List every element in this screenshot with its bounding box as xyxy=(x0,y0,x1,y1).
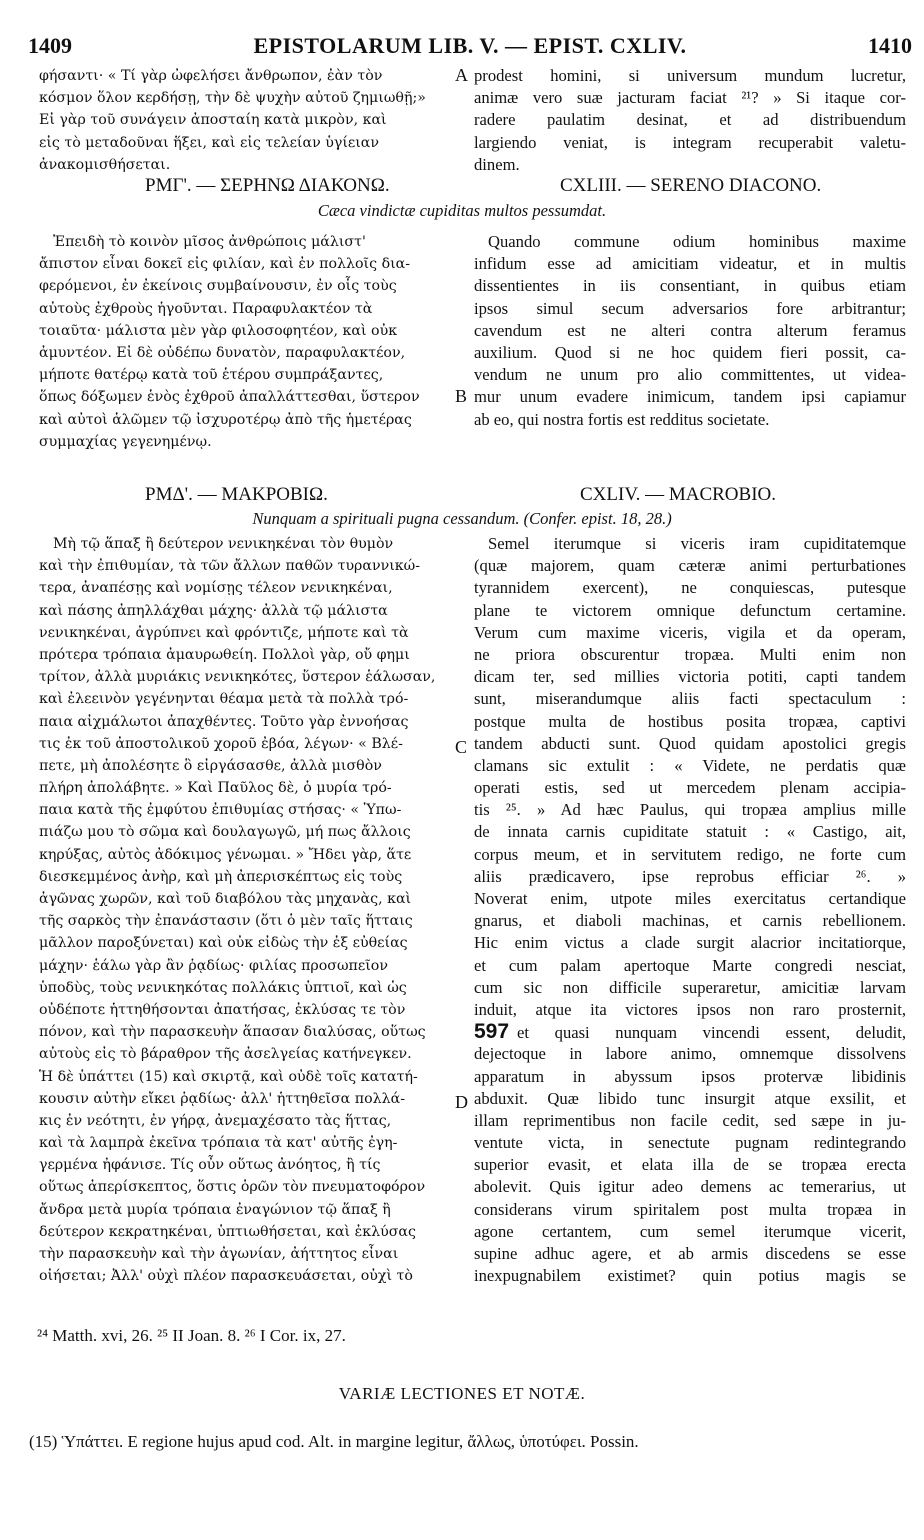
right-page-number: 1410 xyxy=(868,33,912,58)
latin-line: Verum cum maxime viceris, vigila et da operam, xyxy=(474,622,906,642)
greek-line: φήσαντι· « Τί γὰρ ὠφελήσει ἄνθρωπον, ἐὰν τὸν xyxy=(39,68,383,84)
latin-line: corpus meum, et in servitutem redigo, ne forte cum xyxy=(474,844,906,864)
margin-letter-a: A xyxy=(455,65,468,85)
latin-line: abolevit. Quis igitur adeo demens ac temerarius, ut xyxy=(474,1177,906,1197)
s3-latin-column xyxy=(474,533,906,1287)
section-subtitle-143: Cæca vindictæ cupiditas multos pessumdat. xyxy=(317,201,607,220)
notes-heading: VARIÆ LECTIONES ET NOTÆ. xyxy=(338,1384,586,1403)
latin-line: de innata carnis cupiditate statuit : « Castigo, ait, xyxy=(474,822,906,842)
margin-letter-d: D xyxy=(455,1092,468,1112)
greek-line: ἄπιστον εἶναι δοκεῖ εἰς φιλίαν, καὶ ἐν πολλοῖς δια- xyxy=(39,256,411,273)
greek-line: συμμαχίας γεγενημένῳ. xyxy=(39,433,212,450)
latin-line: mur unum evadere inimicum, tandem ipsi capiamur xyxy=(474,387,906,407)
greek-section-heading-144: ΡΜΔ'. — ΜΑΚΡΟΒΙΩ. xyxy=(145,484,328,505)
greek-line: νενικηκέναι, ἀγρύπνει καὶ φρόντιζε, μήποτε καὶ τὰ xyxy=(39,624,409,641)
greek-line: πόνον, καὶ τὴν παρασκευὴν ἅπασαν διαλύσας, οὕτως xyxy=(39,1024,426,1041)
latin-line: dissentientes in iis consentiant, in quibus etiam xyxy=(474,276,906,296)
scripture-footnotes: ²⁴ Matth. xvi, 26. ²⁵ II Joan. 8. ²⁶ I Cor. ix, 27. xyxy=(37,1326,346,1345)
s2-greek-column xyxy=(39,231,459,453)
latin-line: gnarus, et diaboli machinas, et carnis rebellionem. xyxy=(474,911,906,931)
greek-line: μάχην· ἑάλω γὰρ ἂν ῥᾳδίως· φιλίας προσωπεῖον xyxy=(39,957,388,974)
greek-line: ἀγῶνας χωρῶν, καὶ τοῦ διαβόλου τὰς μηχανὰς, καὶ xyxy=(39,891,412,907)
greek-line: αὐτοὺς εἰς τὸ βάραθρον τῆς ἀσελγείας κατήνεγκεν. xyxy=(39,1046,412,1063)
greek-line: οὕτως ἀπερίσκεπτος, ὅστις ὁρῶν τὸν πνευματοφόρον xyxy=(39,1179,426,1196)
greek-line: καὶ αὐτοὶ ἁλῶμεν τῷ ἰσχυροτέρῳ ἀπὸ τῆς ἡμετέρας xyxy=(39,411,412,428)
greek-line: αὐτοὺς ἐχθροὺς ἡγοῦνται. Παραφυλακτέον τὰ xyxy=(39,300,373,317)
s2-latin-column xyxy=(474,231,906,431)
greek-line: Ἐπειδὴ τὸ κοινὸν μῖσος ἀνθρώποις μάλιστ' xyxy=(53,234,366,250)
latin-line: dinem. xyxy=(474,154,520,174)
left-page-number: 1409 xyxy=(28,33,72,58)
greek-line: ὑποδὺς, τοὺς νενικηκότας πολλάκις ὑπτιοῖ, καὶ ὡς xyxy=(39,979,407,996)
latin-line: cum sic non difficile superaretur, amicitiæ larvam xyxy=(474,977,906,997)
latin-line: apparatum in abyssum ipsos protervæ libidinis xyxy=(474,1066,906,1086)
margin-letter-b: B xyxy=(455,386,468,406)
latin-line: infidum esse ad amicitiam videatur, et in multis xyxy=(474,254,906,274)
greek-line: καὶ πάσης ἀπηλλάχθαι μάχης· ἀλλὰ τῷ μάλιστα xyxy=(39,602,388,619)
greek-line: οἰήσεται; Ἀλλ' οὐχὶ πλέον παρασκευάσεται, οὐχὶ τὸ xyxy=(39,1268,413,1285)
greek-line: κόσμον ὅλον κερδήσῃ, τὴν δὲ ψυχὴν αὐτοῦ ζημιωθῇ;» xyxy=(39,90,426,107)
latin-line: animæ vero suæ jacturam faciat ²¹? » Si itaque cor- xyxy=(474,88,906,108)
latin-line: superior evasit, et elata illa de se tropæa erecta xyxy=(474,1155,906,1175)
greek-line: κουσιν αὐτὴν εἴκει ῥᾳδίως· ἀλλ' ἡττηθεῖσα πολλά- xyxy=(39,1090,405,1107)
greek-line: Εἰ γὰρ τοῦ συνάγειν ἀποσταίη κατὰ μικρὸν, καὶ xyxy=(39,112,387,129)
latin-line: Noverat enim, utpote miles exercitatus certandique xyxy=(474,889,906,908)
greek-section-heading-143: ΡΜΓ'. — ΣΕΡΗΝΩ ΔΙΑΚΟΝΩ. xyxy=(145,175,390,196)
greek-line: τις ἐκ τοῦ ἀποστολικοῦ χοροῦ ἐβόα, λέγων· « Βλέ- xyxy=(39,735,403,752)
latin-line: illam reprimentibus non facile cedit, sed sæpe in ju- xyxy=(474,1110,906,1130)
latin-line: cavendum est ne alteri contra alterum feramus xyxy=(474,320,906,340)
latin-line: auxilium. Quod si ne hoc quidem fieri possit, ca- xyxy=(474,342,906,362)
latin-line: considerans virum spiritalem post multa tropæa in xyxy=(474,1199,906,1219)
latin-line: ab eo, qui nostra fortis est redditus societate. xyxy=(474,409,770,429)
latin-section-heading-144: CXLIV. — MACROBIO. xyxy=(580,484,777,505)
latin-line: dejectoque in labore animo, omnemque dissolvens xyxy=(474,1044,906,1064)
latin-line: largiendo veniat, is integram recuperabit valetu- xyxy=(474,132,906,152)
page-header xyxy=(28,33,912,61)
latin-line: aliis prædicavero, ipse reprobus efficiar ²⁶. » xyxy=(474,866,906,886)
latin-line: sunt, miserandumque aliis facti spectaculum : xyxy=(474,689,906,709)
latin-line: tandem abducti sunt. Quod quidam apostolici gregis xyxy=(474,733,906,753)
greek-line: πρότερα τρόπαια ἀμαυρωθείη. Πολλοὶ γὰρ, οὔ φημι xyxy=(39,646,410,663)
greek-line: ἀνακομισθήσεται. xyxy=(39,156,171,173)
latin-line: Quando commune odium hominibus maxime xyxy=(488,232,906,251)
latin-line: postque multa de hostibus posita tropæa, captivi xyxy=(474,711,906,731)
latin-line: dicam ter, sed millies victoria potiti, capti tandem xyxy=(474,667,906,687)
greek-line: διεσκεμμένος ἀνὴρ, καὶ μὴ ἀπερισκέπτως εἰς τοὺς xyxy=(39,868,403,885)
latin-line: et cum palam apertoque Marte congredi nesciat, xyxy=(474,955,906,975)
greek-line: Ἡ δὲ ὑπάττει (15) καὶ σκιρτᾷ, καὶ οὐδὲ τοῖς κατατή- xyxy=(39,1068,418,1085)
greek-line: πιάζω μου τὸ σῶμα καὶ δουλαγωγῶ, μή πως ἄλλοις xyxy=(39,824,411,841)
greek-line: κις ἐν νεότητι, ἐν γήρᾳ, ἀνεμαχέσατο τὰς ἥττας, xyxy=(39,1112,392,1129)
greek-line: ἀμυντέον. Εἰ δὲ οὐδέπω δυνατὸν, παραφυλακτέον, xyxy=(39,344,406,361)
note-entry-15: (15) Ὑπάττει. E regione hujus apud cod. Alt. in margine legitur, ἄλλως, ὑποτύφει. Possin. xyxy=(29,1432,639,1451)
greek-line: καὶ τὴν ἐπιθυμίαν, τὰ τῶν ἄλλων παθῶν τυραννικώ- xyxy=(39,558,421,575)
greek-line: πετε, μὴ ἀπολέσητε ὃ εἰργάσασθε, ἀλλὰ μισθὸν xyxy=(39,757,382,774)
greek-line: φερόμενοι, ἐν ἐκείνοις συμβαίνουσιν, ἐν οἷς τοὺς xyxy=(39,278,397,295)
greek-line: δεύτερον κεκρατηκέναι, ὑπτιωθήσεται, καὶ ἐκλύσας xyxy=(39,1223,416,1240)
greek-line: γερμένα ἠφάνισε. Τίς οὖν οὕτως ἀνόητος, ἢ τίς xyxy=(39,1157,381,1174)
latin-line: Hic enim victus a clade surgit alacrior incitatiorque, xyxy=(474,933,906,953)
s1-greek-column xyxy=(39,65,459,176)
greek-line: κηρύξας, αὐτὸς ἀδόκιμος γένωμαι. » Ἤδει γὰρ, ἅτε xyxy=(39,846,412,863)
greek-line: τῆς σαρκὸς τὴν ἐπανάστασιν (ὅτι ὁ μὲν ταῖς ἥτταις xyxy=(39,913,413,930)
greek-line: παια αἰχμάλωτοι ἀπαχθέντες. Τοῦτο γὰρ ἐννοήσας xyxy=(39,713,409,730)
greek-line: τὴν παρασκευὴν καὶ τὴν ἀγωνίαν, ἀήττητος εἶναι xyxy=(39,1246,399,1262)
greek-line: καὶ ἐλεεινὸν γεγένηνται θέαμα μετὰ τὰ πολλὰ τρό- xyxy=(39,691,409,708)
latin-line: prodest homini, si universum mundum lucretur, xyxy=(474,66,906,85)
greek-line: τοιαῦτα· μάλιστα μὲν γὰρ φιλοσοφητέον, καὶ οὐκ xyxy=(39,322,398,339)
latin-line: tyrannidem exercent), ne conquiescas, putesque xyxy=(474,578,906,598)
latin-line: plane te victorem omnique defunctum certamine. xyxy=(474,600,906,620)
margin-letter-c: C xyxy=(455,737,468,757)
s3-greek-column xyxy=(39,533,459,1287)
greek-line: εἰς τὸ μεταδοῦναι ἥξει, καὶ εἰς τελείαν ὑγίειαν xyxy=(39,134,379,151)
running-title: EPISTOLARUM LIB. V. — EPIST. CXLIV. xyxy=(253,33,687,58)
s1-latin-column xyxy=(474,65,906,176)
latin-line: operati estis, sed ut mercedem plenam accipia- xyxy=(474,778,906,798)
greek-line: Μὴ τῷ ἅπαξ ἢ δεύτερον νενικηκέναι τὸν θυμὸν xyxy=(53,536,394,552)
latin-line: induit, atque ita victores ipsos non raro prosternit, xyxy=(474,999,906,1019)
latin-line: (quæ majorem, quam cæteræ animi perturbationes xyxy=(474,556,906,576)
greek-line: παια κατὰ τῆς ἐμφύτου ἐπιθυμίας στήσας· « Ὑπω- xyxy=(39,802,402,819)
latin-section-heading-143: CXLIII. — SERENO DIACONO. xyxy=(560,175,822,196)
latin-line: clamans sic extulit : « Videte, ne perdatis quæ xyxy=(474,755,906,775)
latin-line: ipsos simul secum adversarios fore arbitrantur; xyxy=(474,298,906,318)
latin-line: abduxit. Quæ libido tunc insurgit atque exsilit, et xyxy=(474,1088,906,1108)
latin-line: radere paulatim desinat, et ad distribuendum xyxy=(474,110,906,130)
latin-line: vendum ne unum pro alio committentes, ut videa- xyxy=(474,365,906,385)
greek-line: καὶ τὰ λαμπρὰ ἐκεῖνα τρόπαια τὰ κατ' αὐτῆς ἐγη- xyxy=(39,1135,398,1152)
greek-line: μᾶλλον παροξύνεται) καὶ οὐκ εἰδὼς τὴν ἐξ εὐθείας xyxy=(39,935,408,952)
latin-line: supine adhuc agere, et ab armis discedens se esse xyxy=(474,1244,906,1263)
greek-line: ὅπως δόξωμεν ἑνὸς ἐχθροῦ ἀπαλλάττεσθαι, ὕστερον xyxy=(39,389,420,406)
greek-line: μήποτε θατέρῳ κατὰ τοῦ ἑτέρου συμπράξαντες, xyxy=(39,367,384,384)
column-number: 597 xyxy=(474,1020,510,1044)
latin-line: agone certantem, cum semel iterumque vicerit, xyxy=(474,1221,906,1241)
section-subtitle-144: Nunquam a spirituali pugna cessandum. (Confer. epist. 18, 28.) xyxy=(252,509,672,528)
latin-line-with-column-number xyxy=(474,1021,906,1043)
greek-line: τερα, ἀναπέσῃς καὶ νομίσῃς τέλεον νενικηκέναι, xyxy=(39,580,393,597)
latin-line: ventute victa, in senectute pugnam redintegrando xyxy=(474,1133,906,1153)
latin-line: et quasi nunquam vincendi essent, deludit, xyxy=(517,1023,906,1043)
greek-line: πλήρη ἀπολάβητε. » Καὶ Παῦλος δὲ, ὁ μυρία τρό- xyxy=(39,780,392,797)
latin-line: inexpugnabilem existimet? quin potius magis se xyxy=(474,1266,906,1286)
latin-line: ne priora obscurentur tropæa. Multi enim non xyxy=(474,644,906,664)
latin-line: Semel iterumque si viceris iram cupiditatemque xyxy=(488,534,906,553)
greek-line: τρίτον, ἀλλὰ μυριάκις νενικηκότες, ὕστερον ἑάλωσαν, xyxy=(39,669,436,686)
greek-line: ἄνδρα μετὰ μυρία τρόπαια ἐναγώνιον τῷ ἅπαξ ἢ xyxy=(39,1201,391,1218)
latin-line: tis ²⁵. » Ad hæc Paulus, qui tropæa amplius mille xyxy=(474,800,906,820)
greek-line: οὐδέποτε ἡττηθήσονται ἀπατήσας, ἐκλύσας τε τὸν xyxy=(39,1001,406,1018)
